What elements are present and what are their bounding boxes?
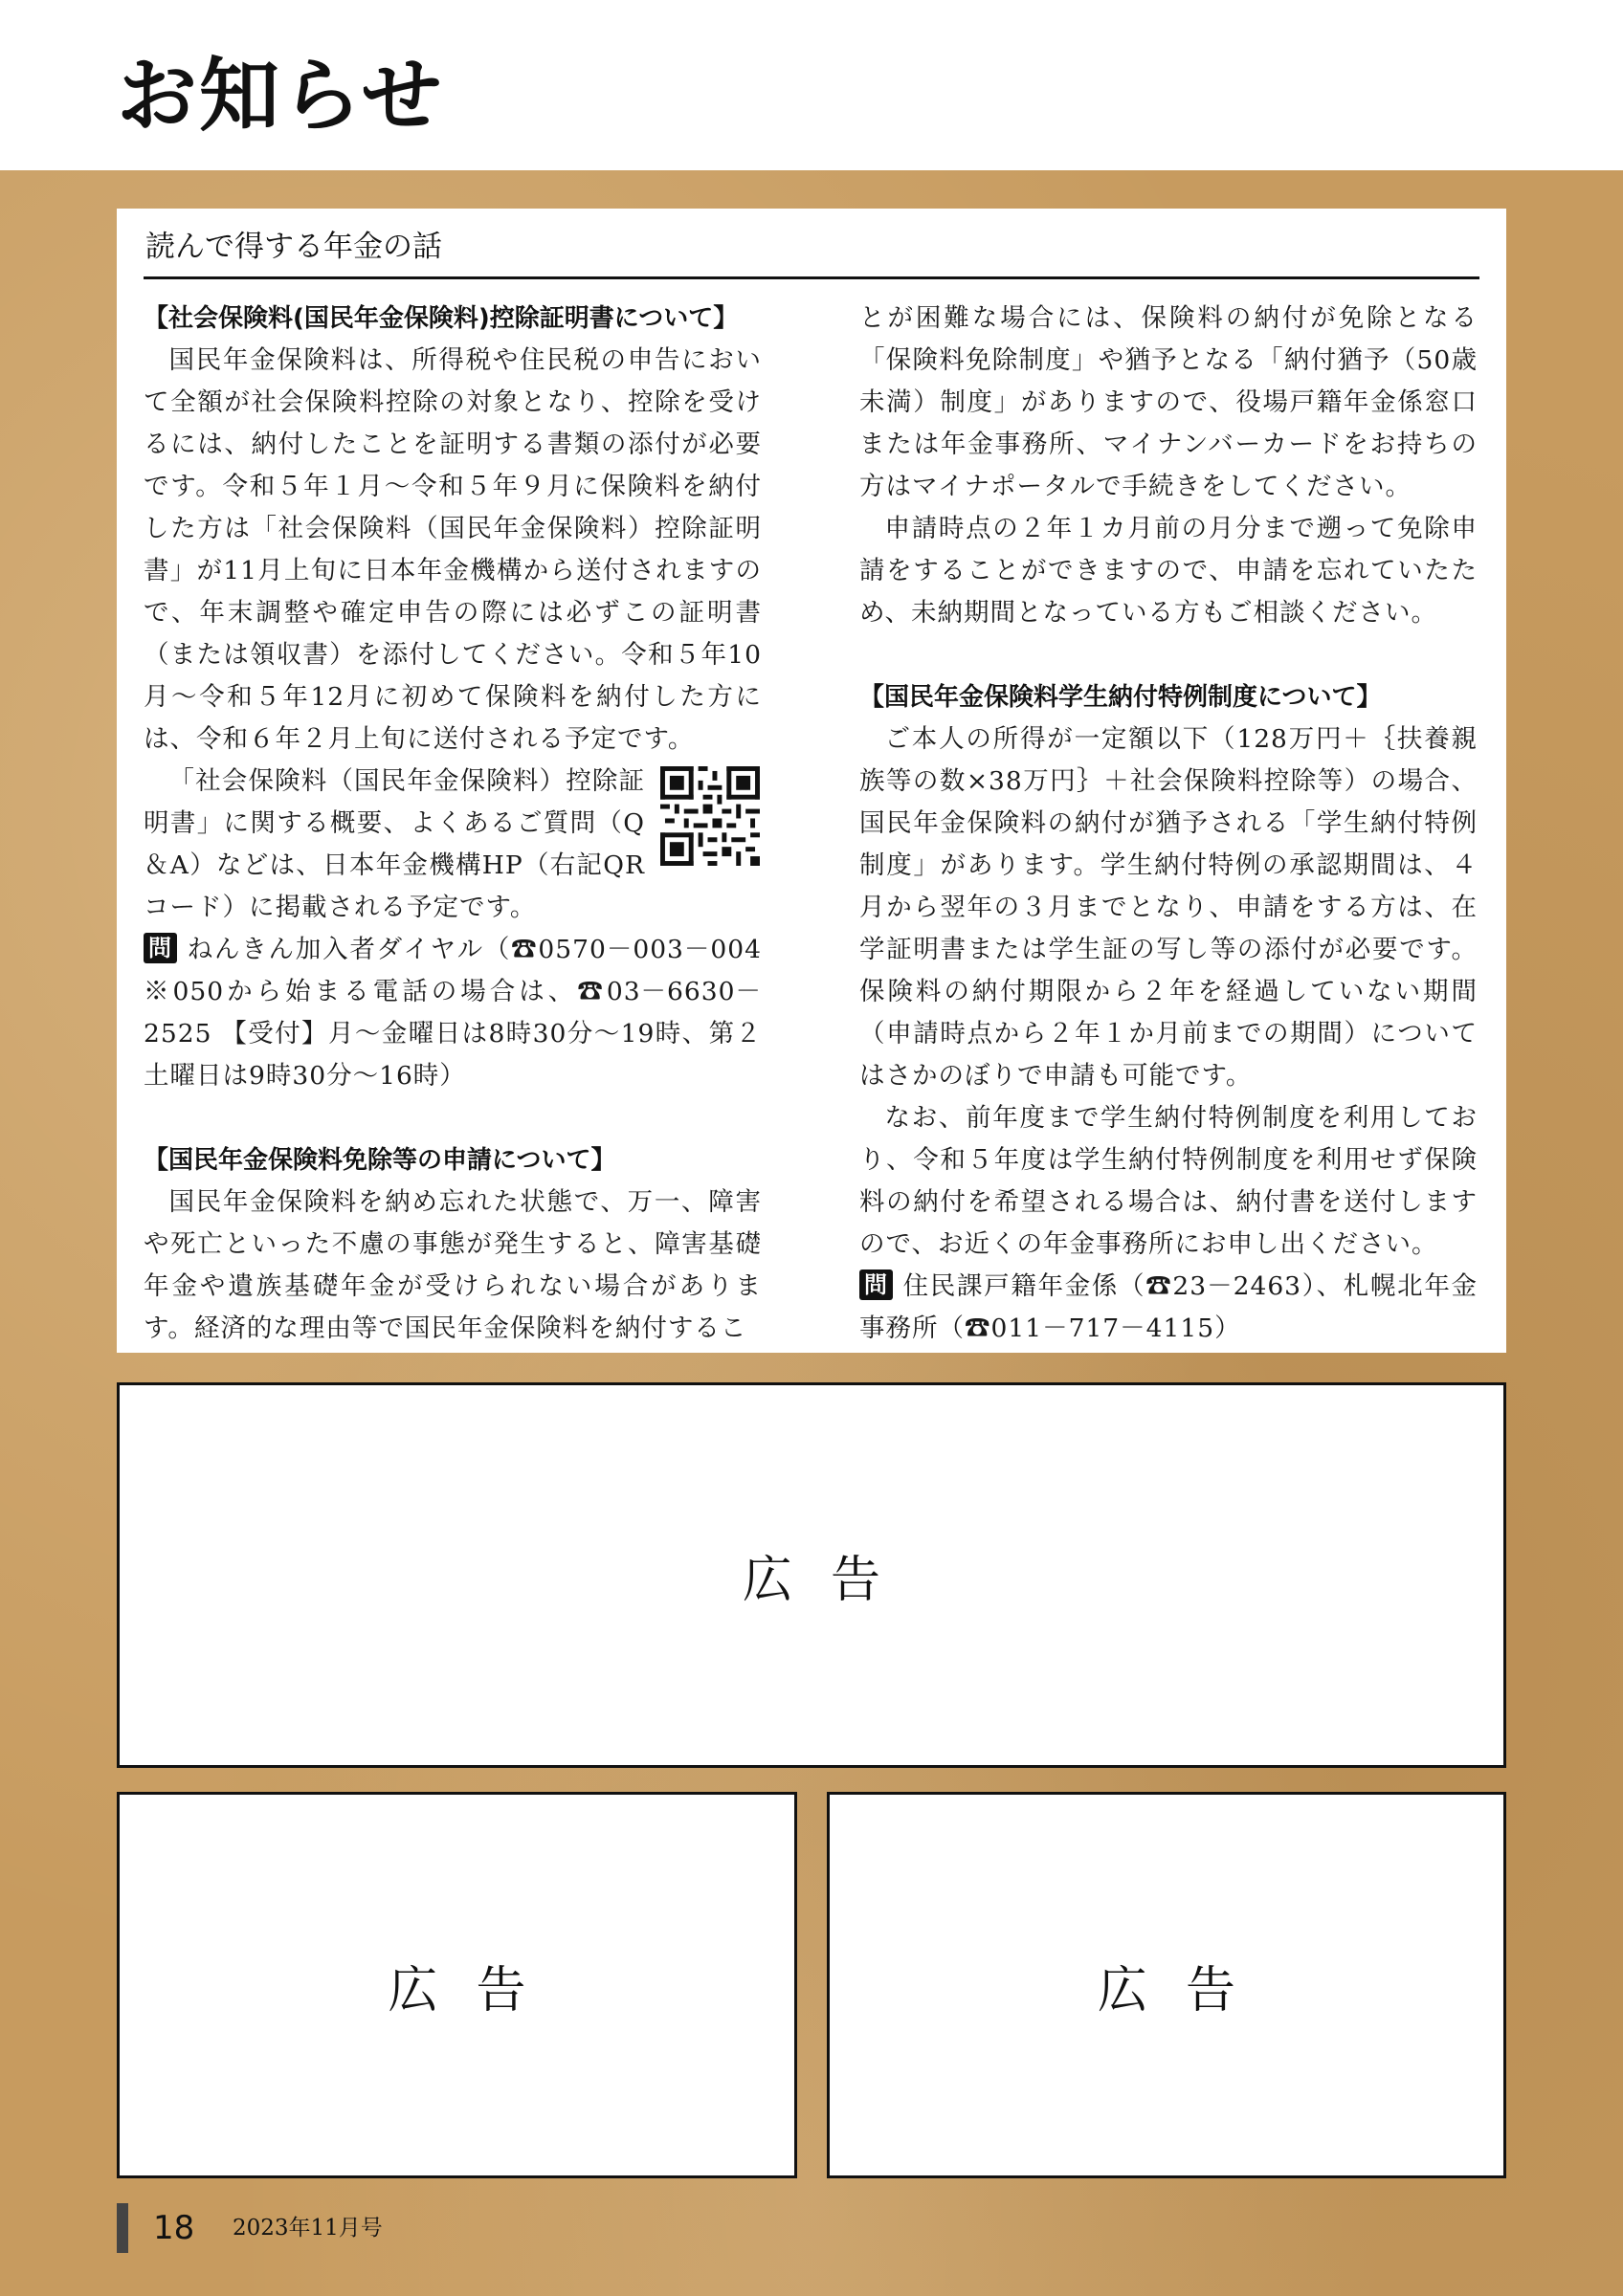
page-header (0, 0, 1623, 170)
issue-date: 2023年11月号 (233, 2216, 383, 2241)
deduction-paragraph-2: 「社会保険料（国民年金保険料）控除証明書」に関する概要、よくあるご質問（Q＆A）などは、日本年金機構HP（右記QRコード）に掲載される予定です。 (144, 766, 645, 922)
article-title: 読んで得する年金の話 (145, 230, 442, 264)
deduction-contact (144, 929, 762, 1097)
ad-label: 広告 (388, 1961, 565, 2020)
article-column-left (144, 298, 762, 1350)
qr-code-icon[interactable] (660, 766, 760, 866)
exemption-paragraph-1-continued: とが困難な場合には、保険料の納付が免除となる「保険料免除制度」や猶予となる「納付猶予（50歳未満）制度」がありますので、役場戸籍年金係窓口または年金事務所、マイナンバーカードをお持ちの方はマイナポータルで手続きをしてください。 (859, 303, 1478, 501)
deduction-paragraph-1: 国民年金保険料は、所得税や住民税の申告において全額が社会保険料控除の対象となり、控除を受けるには、納付したことを証明する書類の添付が必要です。令和５年１月～令和５年９月に保険料を納付した方は「社会保険料（国民年金保険料）控除証明書」が11月上旬に日本年金機構から送付されますので、年末調整や確定申告の際には必ずこの証明書（または領収書）を添付してください。令和５年10月～令和５年12月に初めて保険料を納付した方には、令和６年２月上旬に送付される予定です。 (144, 345, 762, 754)
title-divider (144, 276, 1479, 279)
pension-article (117, 209, 1506, 1353)
page-title: お知らせ (117, 49, 444, 143)
advertisement-bottom-left[interactable] (117, 1792, 797, 2178)
exemption-paragraph-2: 申請時点の２年１カ月前の月分まで遡って免除申請をすることができますので、申請を忘れていたため、未納期間となっている方もご相談ください。 (859, 514, 1478, 628)
advertisement-bottom-right[interactable] (827, 1792, 1506, 2178)
ad-label: 広告 (742, 1552, 919, 1609)
section-spacer (859, 634, 1478, 676)
inquiry-mark: 問 (859, 1269, 893, 1300)
advertisement-top[interactable] (117, 1382, 1506, 1768)
section-heading-exemption: 【国民年金保険料免除等の申請について】 (144, 1146, 616, 1175)
student-paragraph-1: ご本人の所得が一定額以下（128万円＋｛扶養親族等の数×38万円｝＋社会保険料控除等）の場合、国民年金保険料の納付が猶予される「学生納付特例制度」があります。学生納付特例の承認期間は、４月から翌年の３月までとなり、申請をする方は、在学証明書または学生証の写し等の添付が必要です。保険料の納付期限から２年を経過していない期間（申請時点から２年１か月前までの期間）についてはさかのぼりで申請も可能です。 (859, 724, 1478, 1091)
deduction-contact-text: ねんきん加入者ダイヤル（☎0570－003－004 ※050から始まる電話の場合は、☎03－6630－2525 【受付】月～金曜日は8時30分～19時、第２土曜日は9時30分～16時） (144, 935, 762, 1091)
student-paragraph-2: なお、前年度まで学生納付特例制度を利用しており、令和５年度は学生納付特例制度を利用せず保険料の納付を希望される場合は、納付書を送付しますので、お近くの年金事務所にお申し出ください。 (859, 1103, 1478, 1259)
footer-accent-bar (117, 2203, 128, 2253)
ad-label: 広告 (1097, 1961, 1274, 2020)
page-number: 18 (153, 2209, 195, 2247)
section-spacer (144, 1097, 762, 1139)
article-column-right (859, 298, 1478, 1350)
section-heading-student-deferral: 【国民年金保険料学生納付特例制度について】 (859, 683, 1382, 712)
student-contact (859, 1266, 1478, 1350)
section-heading-deduction-certificate: 【社会保険料(国民年金保険料)控除証明書について】 (144, 304, 739, 333)
student-contact-text: 住民課戸籍年金係（☎23－2463）、札幌北年金事務所（☎011－717－4115） (859, 1271, 1478, 1343)
exemption-paragraph-1: 国民年金保険料を納め忘れた状態で、万一、障害や死亡といった不慮の事態が発生すると、障害基礎年金や遺族基礎年金が受けられない場合があります。経済的な理由等で国民年金保険料を納付するこ (144, 1187, 762, 1343)
inquiry-mark: 問 (144, 933, 177, 963)
